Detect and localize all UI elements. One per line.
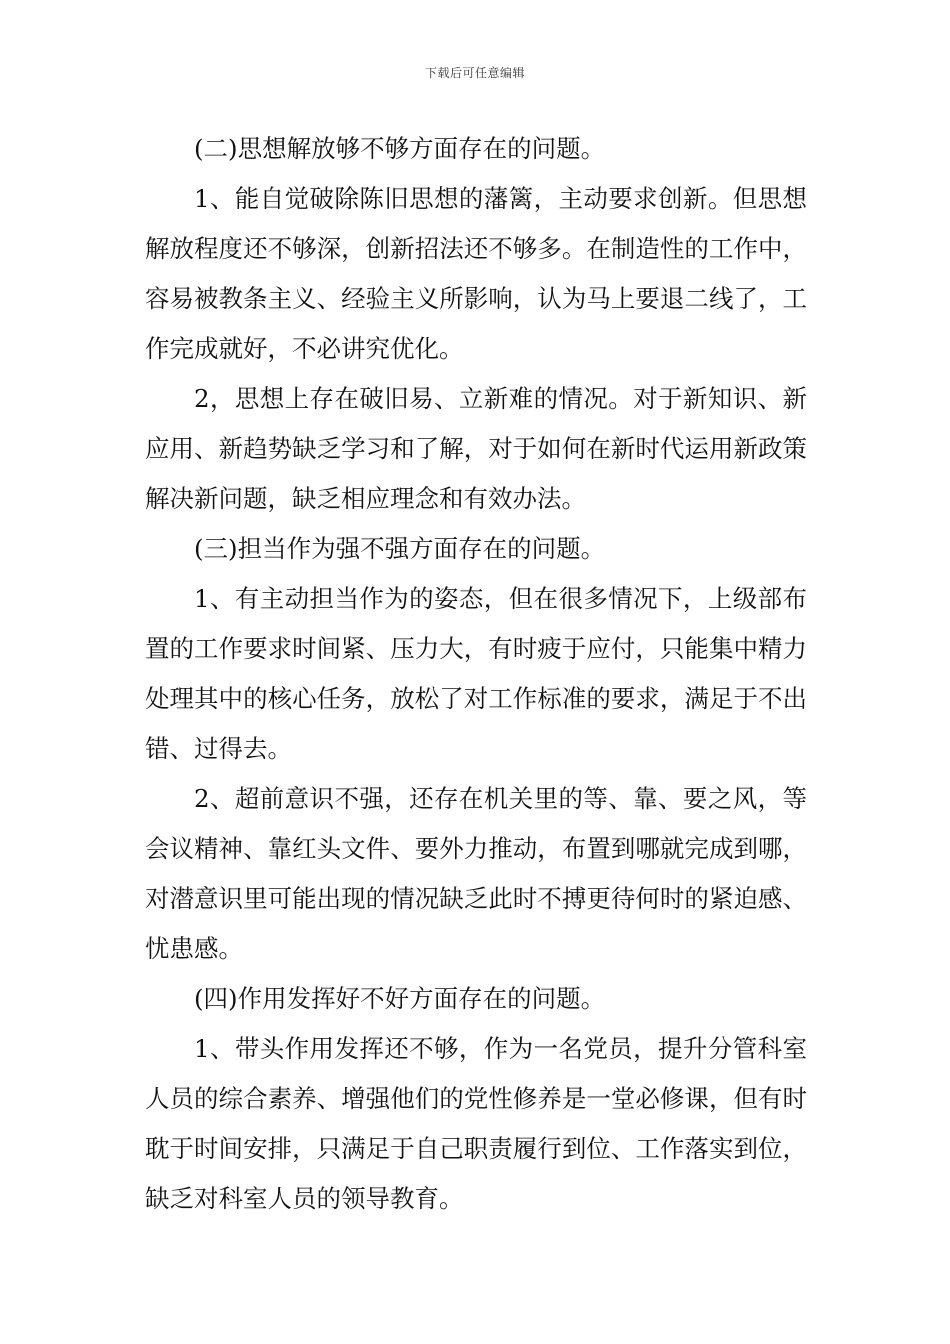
paragraph: 1、能自觉破除陈旧思想的藩篱，主动要求创新。但思想解放程度还不够深，创新招法还不够多。在制造性的工作中，容易被教条主义、经验主义所影响，认为马上要退二线了，工作完成就好，不必讲究优化。 [145,184,807,363]
page-header-note: 下载后可任意编辑 [424,66,525,80]
section-heading-3: (三)担当作为强不强方面存在的问题。 [194,534,606,563]
section-heading-4: (四)作用发挥好不好方面存在的问题。 [194,984,606,1013]
paragraph: 2、超前意识不强，还存在机关里的等、靠、要之风，等会议精神、靠红头文件、要外力推动，布置到哪就完成到哪，对潜意识里可能出现的情况缺乏此时不搏更待何时的紧迫感、忧患感。 [145,784,807,963]
paragraph: 1、有主动担当作为的姿态，但在很多情况下，上级部布置的工作要求时间紧、压力大，有时疲于应付，只能集中精力处理其中的核心任务，放松了对工作标准的要求，满足于不出错、过得去。 [145,584,807,763]
paragraph: 2，思想上存在破旧易、立新难的情况。对于新知识、新应用、新趋势缺乏学习和了解，对于如何在新时代运用新政策解决新问题，缺乏相应理念和有效办法。 [145,384,807,513]
document-body [145,124,807,1224]
section-heading-2: (二)思想解放够不够方面存在的问题。 [194,134,606,163]
paragraph: 1、带头作用发挥还不够，作为一名党员，提升分管科室人员的综合素养、增强他们的党性修养是一堂必修课，但有时耽于时间安排，只满足于自己职责履行到位、工作落实到位，缺乏对科室人员的领导教育。 [145,1034,807,1213]
